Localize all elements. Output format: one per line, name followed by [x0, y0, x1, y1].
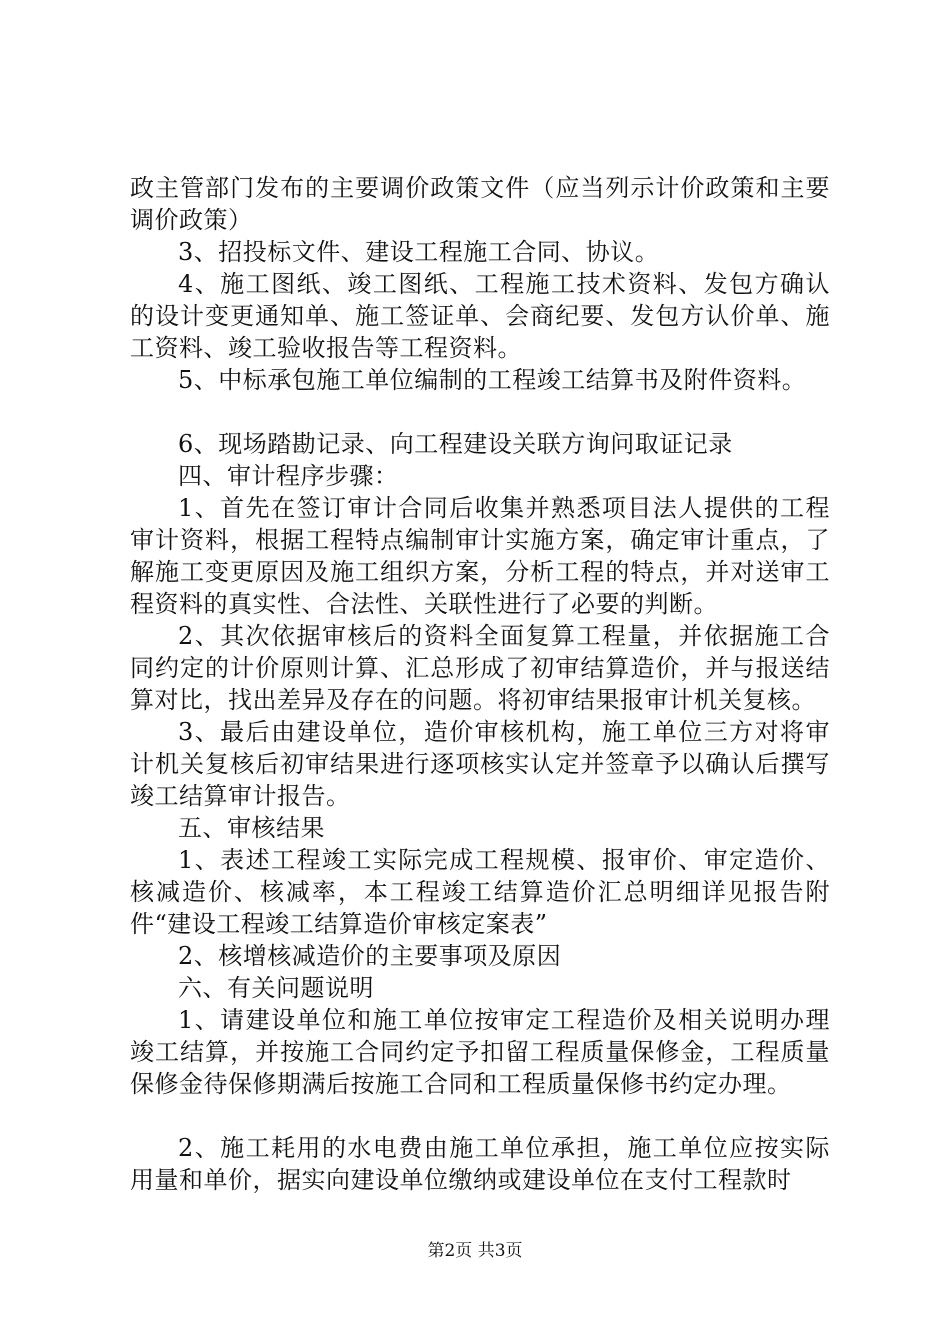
paragraph: 六、有关问题说明 [178, 974, 374, 1002]
paragraph: 1、首先在签订审计合同后收集并熟悉项目法人提供的工程审计资料，根据工程特点编制审计实施方案，确定审计重点，了解施工变更原因及施工组织方案，分析工程的特点，并对送审工程资料的真实性、合法性、关联性进行了必要的判断。 [130, 494, 830, 618]
paragraph: 6、现场踏勘记录、向工程建设关联方询问取证记录 [178, 430, 733, 458]
paragraph: 五、审核结果 [178, 814, 325, 842]
paragraph: 3、最后由建设单位，造价审核机构，施工单位三方对将审计机关复核后初审结果进行逐项核实认定并签章予以确认后撰写竣工结算审计报告。 [130, 718, 830, 810]
paragraph: 5、中标承包施工单位编制的工程竣工结算书及附件资料。 [178, 366, 807, 394]
paragraph: 2、核增核减造价的主要事项及原因 [178, 942, 562, 970]
paragraph: 4、施工图纸、竣工图纸、工程施工技术资料、发包方确认的设计变更通知单、施工签证单、会商纪要、发包方认价单、施工资料、竣工验收报告等工程资料。 [130, 270, 830, 362]
paragraph: 政主管部门发布的主要调价政策文件（应当列示计价政策和主要调价政策） [130, 174, 830, 234]
document-body [130, 172, 830, 1196]
paragraph: 3、招投标文件、建设工程施工合同、协议。 [178, 238, 660, 266]
paragraph: 2、其次依据审核后的资料全面复算工程量，并依据施工合同约定的计价原则计算、汇总形成了初审结算造价，并与报送结算对比，找出差异及存在的问题。将初审结果报审计机关复核。 [130, 622, 830, 714]
paragraph: 2、施工耗用的水电费由施工单位承担，施工单位应按实际用量和单价，据实向建设单位缴纳或建设单位在支付工程款时 [130, 1134, 830, 1194]
paragraph: 四、审计程序步骤： [178, 462, 399, 490]
paragraph: 1、请建设单位和施工单位按审定工程造价及相关说明办理竣工结算，并按施工合同约定予扣留工程质量保修金，工程质量保修金待保修期满后按施工合同和工程质量保修书约定办理。 [130, 1006, 830, 1098]
paragraph: 1、表述工程竣工实际完成工程规模、报审价、审定造价、核减造价、核减率，本工程竣工结算造价汇总明细详见报告附件“建设工程竣工结算造价审核定案表” [130, 846, 830, 938]
page-footer: 第2页 共3页 [427, 1241, 523, 1261]
